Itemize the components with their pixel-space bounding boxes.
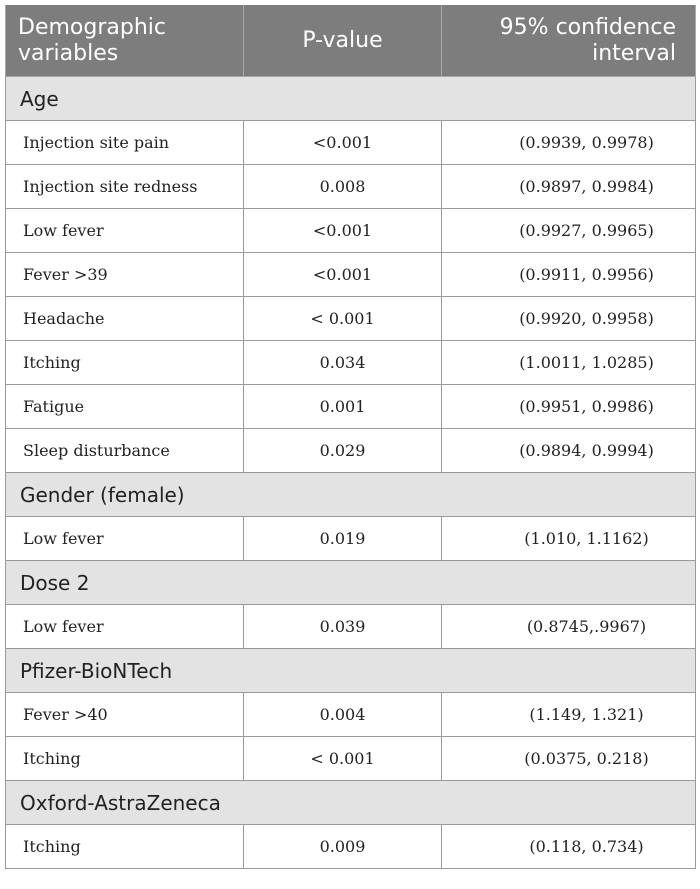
table-header: [6, 5, 696, 77]
group-title: Pfizer-BioNTech: [6, 649, 696, 693]
ci-cell: (1.149, 1.321): [442, 693, 696, 737]
ci-cell: (0.9927, 0.9965): [442, 209, 696, 253]
table-row: [6, 209, 696, 253]
p-value-cell: 0.004: [244, 693, 442, 737]
header-demographic-variables: Demographic variables: [6, 5, 244, 77]
p-value-cell: < 0.001: [244, 737, 442, 781]
p-value-cell: < 0.001: [244, 297, 442, 341]
ci-cell: (0.8745,.9967): [442, 605, 696, 649]
ci-cell: (0.9897, 0.9984): [442, 165, 696, 209]
group-row: [6, 77, 696, 121]
results-table: [5, 5, 696, 869]
group-title: Dose 2: [6, 561, 696, 605]
variable-cell: Sleep disturbance: [6, 429, 244, 473]
p-value-cell: 0.034: [244, 341, 442, 385]
header-confidence-interval: 95% confidence interval: [442, 5, 696, 77]
table-row: [6, 165, 696, 209]
p-value-cell: 0.039: [244, 605, 442, 649]
ci-cell: (0.9920, 0.9958): [442, 297, 696, 341]
table-row: [6, 605, 696, 649]
header-p-value: P-value: [244, 5, 442, 77]
ci-cell: (1.010, 1.1162): [442, 517, 696, 561]
table-row: [6, 693, 696, 737]
p-value-cell: 0.008: [244, 165, 442, 209]
variable-cell: Itching: [6, 737, 244, 781]
table-row: [6, 429, 696, 473]
p-value-cell: 0.019: [244, 517, 442, 561]
table-row: [6, 297, 696, 341]
ci-cell: (0.118, 0.734): [442, 825, 696, 869]
ci-cell: (0.9894, 0.9994): [442, 429, 696, 473]
table-row: [6, 341, 696, 385]
table-row: [6, 737, 696, 781]
table-row: [6, 517, 696, 561]
p-value-cell: <0.001: [244, 253, 442, 297]
variable-cell: Low fever: [6, 605, 244, 649]
group-row: [6, 781, 696, 825]
p-value-cell: 0.001: [244, 385, 442, 429]
table-row: [6, 253, 696, 297]
p-value-cell: <0.001: [244, 209, 442, 253]
ci-cell: (0.9951, 0.9986): [442, 385, 696, 429]
group-row: [6, 473, 696, 517]
table-row: [6, 385, 696, 429]
ci-cell: (1.0011, 1.0285): [442, 341, 696, 385]
variable-cell: Fever >39: [6, 253, 244, 297]
ci-cell: (0.0375, 0.218): [442, 737, 696, 781]
p-value-cell: 0.029: [244, 429, 442, 473]
group-row: [6, 649, 696, 693]
variable-cell: Low fever: [6, 517, 244, 561]
ci-cell: (0.9939, 0.9978): [442, 121, 696, 165]
group-title: Age: [6, 77, 696, 121]
group-title: Gender (female): [6, 473, 696, 517]
variable-cell: Fatigue: [6, 385, 244, 429]
variable-cell: Itching: [6, 341, 244, 385]
table-row: [6, 121, 696, 165]
variable-cell: Injection site pain: [6, 121, 244, 165]
table-row: [6, 825, 696, 869]
ci-cell: (0.9911, 0.9956): [442, 253, 696, 297]
variable-cell: Headache: [6, 297, 244, 341]
group-title: Oxford-AstraZeneca: [6, 781, 696, 825]
variable-cell: Itching: [6, 825, 244, 869]
p-value-cell: 0.009: [244, 825, 442, 869]
variable-cell: Low fever: [6, 209, 244, 253]
group-row: [6, 561, 696, 605]
p-value-cell: <0.001: [244, 121, 442, 165]
variable-cell: Injection site redness: [6, 165, 244, 209]
variable-cell: Fever >40: [6, 693, 244, 737]
